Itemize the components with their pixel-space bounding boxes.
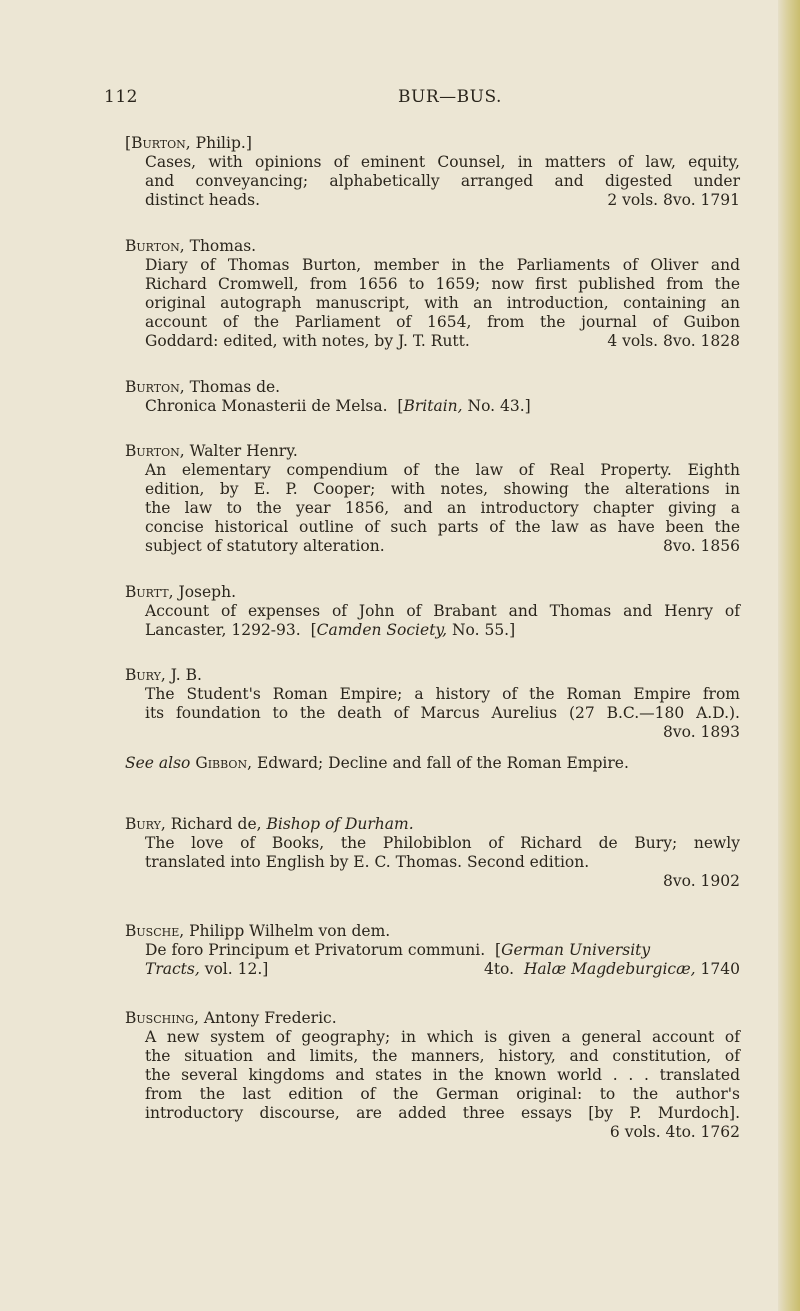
entry-publication: 6 vols. 4to. 1762	[609, 1123, 740, 1141]
entry-line: the law to the year 1856, and an introductory chapter giving a	[145, 499, 740, 517]
entry-publication: 4to. Halæ Magdeburgicæ, 1740	[483, 960, 740, 978]
entry-publication: 8vo. 1902	[663, 872, 740, 890]
entry-forename: Joseph.	[178, 583, 237, 601]
entry-publication: 2 vols. 8vo. 1791	[607, 191, 740, 209]
entry-line: concise historical outline of such parts of the law as have been the	[145, 518, 740, 536]
entry-surname: Bury,	[125, 666, 166, 684]
entry-forename: Thomas de.	[189, 378, 281, 396]
entry-line: Richard Cromwell, from 1656 to 1659; now first published from the	[145, 275, 740, 293]
entry-heading: [Burton, Philip.]	[125, 134, 252, 152]
entry-line: distinct heads. 2 vols. 8vo. 1791	[145, 191, 740, 209]
entry-surname: Burton,	[125, 378, 185, 396]
entry-heading	[125, 666, 740, 685]
running-head	[0, 87, 800, 111]
entry-surname: Burton,	[131, 134, 191, 152]
catalog-entry-burton-walter-henry	[125, 442, 740, 556]
entry-heading	[125, 815, 740, 834]
entry-surname: Burton,	[125, 237, 185, 255]
entry-line: subject of statutory alteration. 8vo. 1856	[145, 537, 740, 555]
entry-line: the situation and limits, the manners, history, and constitution, of	[145, 1047, 740, 1065]
entry-forename: J. B.	[170, 666, 202, 684]
entry-line: Lancaster, 1292-93. [Camden Society, No. 55.]	[145, 621, 516, 639]
entry-heading	[125, 442, 740, 461]
entry-forename: Thomas.	[189, 237, 257, 255]
entry-body	[145, 153, 740, 210]
entry-surname: Burton,	[125, 442, 185, 460]
entry-line: Diary of Thomas Burton, member in the Parliaments of Oliver and	[145, 256, 740, 274]
entry-line: its foundation to the death of Marcus Aurelius (27 B.C.—180 A.D.).	[145, 704, 740, 722]
entry-line: translated into English by E. C. Thomas. Second edition.	[145, 853, 590, 871]
entry-publication: 8vo. 1893	[663, 723, 740, 741]
entry-title: Bishop of Durham.	[266, 815, 414, 833]
entry-line: from the last edition of the German original: to the author's	[145, 1085, 740, 1103]
entry-line: Account of expenses of John of Brabant and Thomas and Henry of	[145, 602, 740, 620]
entry-body	[145, 685, 740, 742]
entry-line: the several kingdoms and states in the known world . . . translated	[145, 1066, 740, 1084]
catalog-entry-burtt-joseph	[125, 583, 740, 640]
entry-line: The love of Books, the Philobiblon of Richard de Bury; newly	[145, 834, 740, 852]
entry-publication: 8vo. 1856	[663, 537, 740, 555]
entry-heading	[125, 237, 740, 256]
entry-body	[145, 941, 740, 979]
entry-heading	[125, 922, 740, 941]
entry-line: edition, by E. P. Cooper; with notes, showing the alterations in	[145, 480, 740, 498]
catalog-entry-busching	[125, 1009, 740, 1142]
entry-line: introductory discourse, are added three essays [by P. Murdoch].	[145, 1104, 740, 1122]
entry-forename: Walter Henry.	[189, 442, 298, 460]
entry-forename: Antony Frederic.	[203, 1009, 337, 1027]
catalog-entry-burton-philip	[125, 134, 740, 210]
entry-forename: Philip.	[195, 134, 246, 152]
entry-surname: Burtt,	[125, 583, 174, 601]
running-head-title: BUR—BUS.	[398, 87, 502, 107]
entry-line: account of the Parliament of 1654, from the journal of Guibon	[145, 313, 740, 331]
catalog-entry-bury-richard-de	[125, 815, 740, 891]
entry-body	[145, 834, 740, 891]
entry-line: De foro Principum et Privatorum communi. [German University	[145, 941, 651, 959]
see-also: See also Gibbon, Edward; Decline and fall of the Roman Empire.	[125, 754, 629, 772]
entry-body	[145, 602, 740, 640]
entry-line: Cases, with opinions of eminent Counsel, in matters of law, equity,	[145, 153, 740, 171]
entry-surname: Busche,	[125, 922, 185, 940]
catalog-entry-burton-thomas-de	[125, 378, 740, 416]
entry-line: An elementary compendium of the law of Real Property. Eighth	[145, 461, 740, 479]
entry-heading	[125, 1009, 740, 1028]
entry-body	[145, 461, 740, 556]
entry-line: The Student's Roman Empire; a history of the Roman Empire from	[145, 685, 740, 703]
entry-body	[145, 1028, 740, 1142]
entry-body	[145, 397, 740, 416]
catalog-entry-busche	[125, 922, 740, 979]
catalog-entry-burton-thomas	[125, 237, 740, 351]
entry-body	[145, 256, 740, 351]
entry-heading	[125, 583, 740, 602]
entry-surname: Busching,	[125, 1009, 199, 1027]
catalog-entry-bury-jb	[125, 666, 740, 773]
entry-publication: 4 vols. 8vo. 1828	[607, 332, 740, 350]
entry-line: and conveyancing; alphabetically arranged and digested under	[145, 172, 740, 190]
entry-forename: Philipp Wilhelm von dem.	[189, 922, 391, 940]
entry-surname: Bury,	[125, 815, 166, 833]
entry-line: Goddard: edited, with notes, by J. T. Rutt. 4 vols. 8vo. 1828	[145, 332, 740, 350]
entry-line: Chronica Monasterii de Melsa. [Britain, No. 43.]	[145, 397, 531, 415]
page-number: 112	[104, 87, 138, 107]
entry-forename: Richard de,	[170, 815, 262, 833]
entry-line: Tracts, vol. 12.] 4to. Halæ Magdeburgicæ, 1740	[145, 960, 740, 978]
page-edge	[778, 0, 800, 1311]
entry-heading	[125, 378, 740, 397]
entry-line: A new system of geography; in which is given a general account of	[145, 1028, 740, 1046]
entry-line: original autograph manuscript, with an introduction, containing an	[145, 294, 740, 312]
